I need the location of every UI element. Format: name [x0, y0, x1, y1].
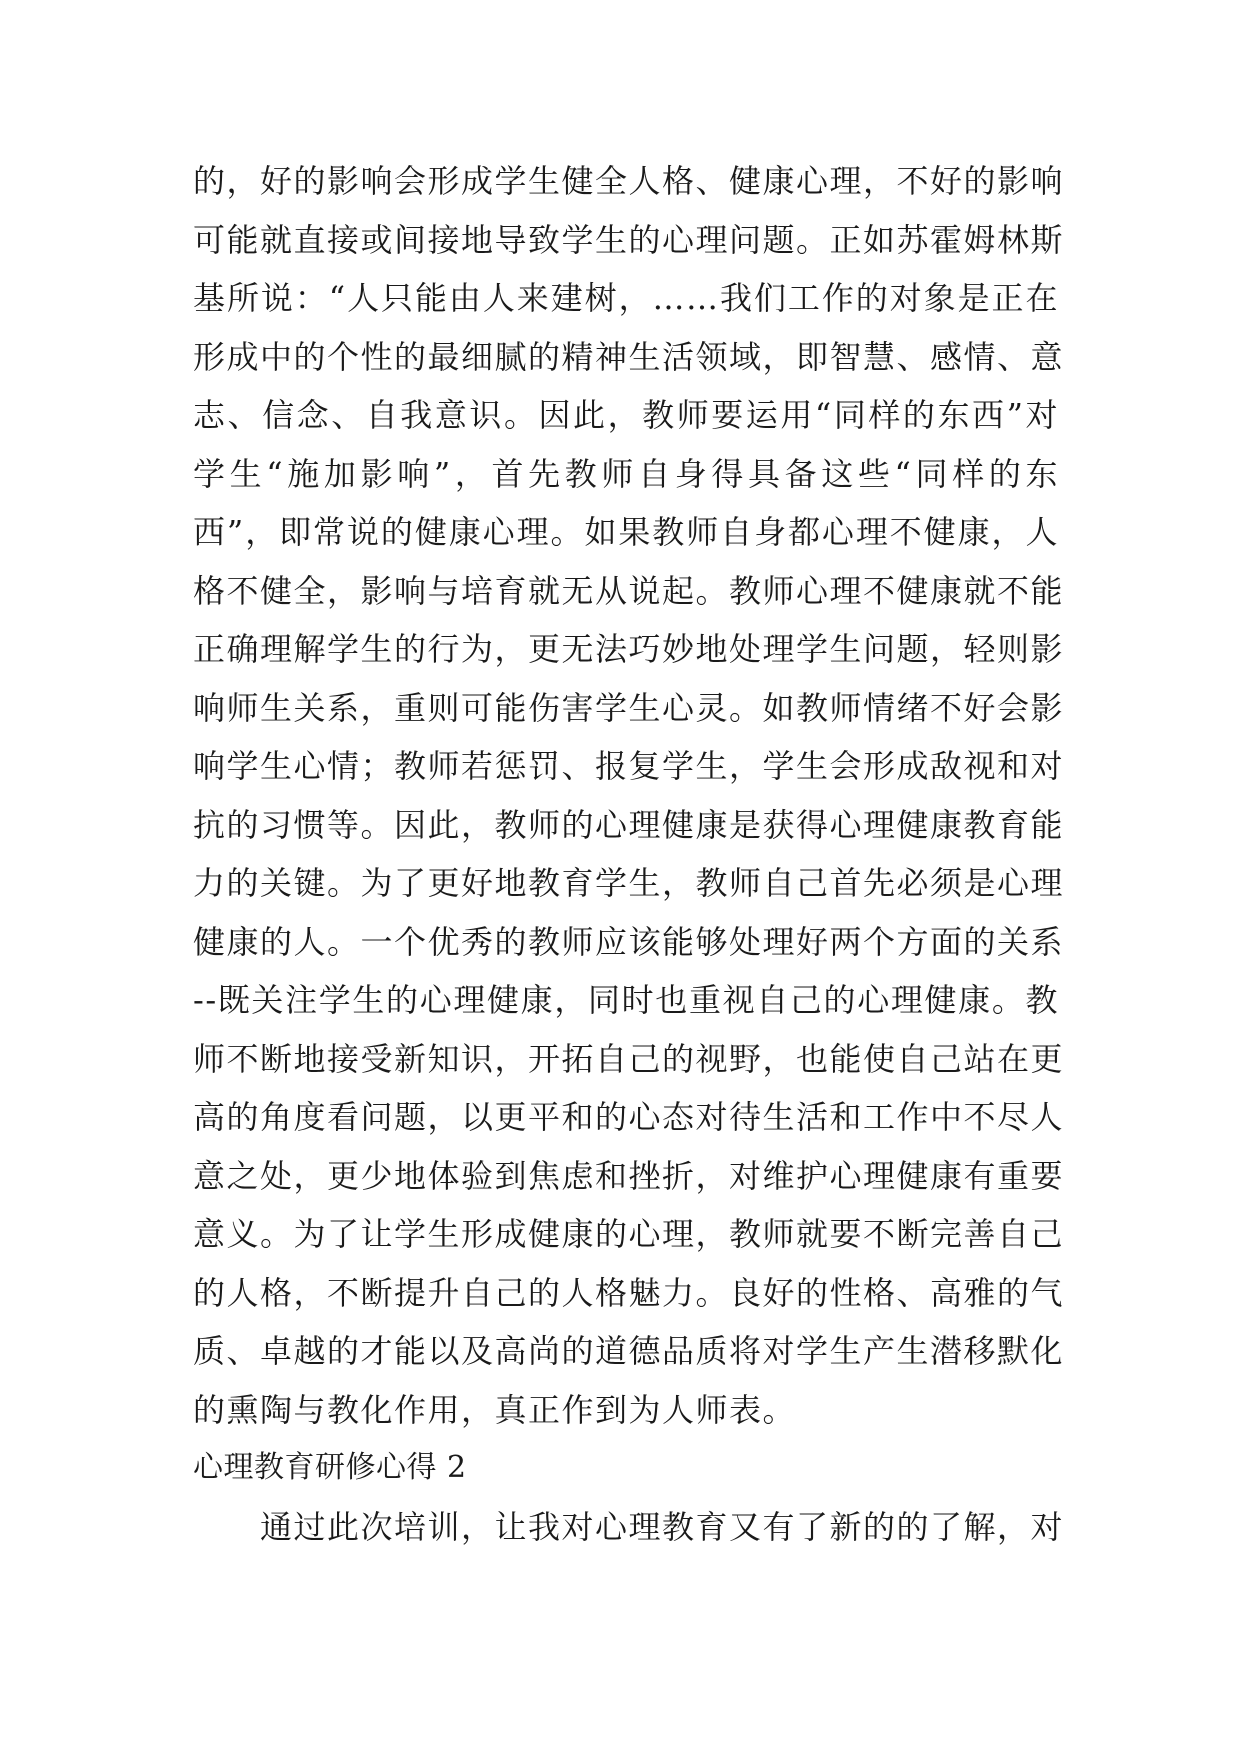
paragraph-line: 的人格，不断提升自己的人格魅力。良好的性格、高雅的气 [193, 1273, 1065, 1312]
paragraph-line: 质、卓越的才能以及高尚的道德品质将对学生产生潜移默化 [193, 1332, 1065, 1370]
paragraph-line: 基所说：“人只能由人来建树，……我们工作的对象是正在 [193, 279, 1059, 317]
paragraph-2 [193, 1498, 1065, 1557]
paragraph-line: 正确理解学生的行为，更无法巧妙地处理学生问题，轻则影 [193, 630, 1065, 668]
paragraph-line: 意义。为了让学生形成健康的心理，教师就要不断完善自己 [193, 1215, 1065, 1253]
paragraph-1 [193, 152, 1065, 1439]
paragraph-line: 志、信念、自我意识。因此，教师要运用“同样的东西”对 [193, 396, 1059, 434]
paragraph-line: 健康的人。一个优秀的教师应该能够处理好两个方面的关系 [193, 922, 1065, 961]
paragraph-line: 格不健全，影响与培育就无从说起。教师心理不健康就不能 [193, 571, 1065, 610]
paragraph-line: 意之处，更少地体验到焦虑和挫折，对维护心理健康有重要 [193, 1156, 1065, 1195]
paragraph-line: 抗的习惯等。因此，教师的心理健康是获得心理健康教育能 [193, 805, 1065, 844]
paragraph-line: 的，好的影响会形成学生健全人格、健康心理，不好的影响 [193, 162, 1065, 200]
paragraph-line: --既关注学生的心理健康，同时也重视自己的心理健康。教 [193, 981, 1059, 1019]
section-heading: 心理教育研修心得 2 [193, 1450, 467, 1485]
paragraph-line: 可能就直接或间接地导致学生的心理问题。正如苏霍姆林斯 [193, 220, 1065, 259]
document-body [193, 152, 1065, 1556]
paragraph-line: 通过此次培训，让我对心理教育又有了新的的了解，对 [193, 1507, 1065, 1546]
paragraph-line: 力的关键。为了更好地教育学生，教师自己首先必须是心理 [193, 864, 1065, 902]
paragraph-line: 响师生关系，重则可能伤害学生心灵。如教师情绪不好会影 [193, 688, 1065, 727]
paragraph-line: 形成中的个性的最细腻的精神生活领域，即智慧、感情、意 [193, 337, 1065, 376]
paragraph-line: 师不断地接受新知识，开拓自己的视野，也能使自己站在更 [193, 1039, 1065, 1078]
paragraph-line: 响学生心情；教师若惩罚、报复学生，学生会形成敌视和对 [193, 747, 1065, 785]
paragraph-line: 西”，即常说的健康心理。如果教师自身都心理不健康，人 [193, 513, 1059, 551]
paragraph-line: 高的角度看问题，以更平和的心态对待生活和工作中不尽人 [193, 1098, 1065, 1136]
paragraph-line: 的熏陶与教化作用，真正作到为人师表。 [193, 1390, 797, 1429]
paragraph-line: 学生“施加影响”，首先教师自身得具备这些“同样的东 [193, 454, 1059, 493]
